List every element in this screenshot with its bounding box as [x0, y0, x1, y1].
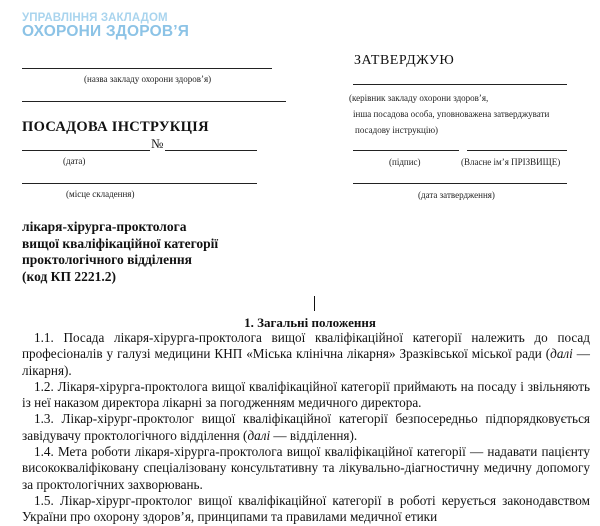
text-cursor: [314, 296, 315, 311]
number-sign: №: [151, 136, 164, 151]
position-line-1: лікаря-хірурга-проктолога: [22, 219, 187, 234]
approval-date-line: [353, 183, 567, 184]
paragraph-1-4: 1.4. Мета роботи лікаря-хірурга-проктолога вищої кваліфікаційної категорії — надавати пацієнту висококваліфіковану спеціалізовану консультативну та лікувально-діагностичну медичну допомогу за проктологічних захворювань.: [22, 444, 590, 492]
institution-caption: (назва закладу охорони здоров’я): [84, 74, 212, 84]
position-line-2: вищої кваліфікаційної категорії: [22, 235, 219, 251]
signature-line: [353, 150, 459, 151]
position-line-3: проктологічного відділення: [22, 252, 192, 267]
number-line: [165, 150, 257, 151]
name-line: [467, 150, 567, 151]
section-heading: 1. Загальні положення: [244, 315, 376, 330]
logo-line-1: УПРАВЛІННЯ ЗАКЛАДОМ: [22, 12, 168, 24]
place-caption: (місце складення): [66, 189, 135, 199]
approver-line: [353, 84, 567, 85]
institution-name-line-2: [22, 101, 286, 102]
name-caption: (Власне ім’я ПРІЗВИЩЕ): [461, 157, 561, 167]
position-title: [22, 219, 218, 285]
approval-title: ЗАТВЕРДЖУЮ: [354, 53, 455, 68]
document-title: ПОСАДОВА ІНСТРУКЦІЯ: [22, 119, 209, 135]
position-code: (код КП 2221.2): [22, 268, 116, 284]
approver-caption-2: інша посадова особа, уповноважена затверджувати: [353, 109, 550, 119]
paragraph-1-1: 1.1. Посада лікаря-хірурга-проктолога вищої кваліфікаційної категорії належить до посад професіоналів у галузі медицини КНП «Міська клінічна лікарня» Зразківської міської ради (далі — лікарня).: [22, 330, 590, 378]
paragraph-1-2: 1.2. Лікаря-хірурга-проктолога вищої кваліфікаційної категорії приймають на посаду і звільняють із неї наказом директора лікарні за погодженням медичного директора.: [22, 378, 590, 411]
approval-date-caption: (дата затвердження): [418, 190, 495, 200]
signature-caption: (підпис): [389, 157, 421, 167]
date-caption: (дата): [63, 156, 86, 166]
date-line: [22, 150, 150, 151]
logo-line-2: ОХОРОНИ ЗДОРОВ’Я: [22, 23, 190, 40]
approver-caption-3: посадову інструкцію): [355, 125, 439, 135]
paragraph-1-5: 1.5. Лікар-хірург-проктолог вищої кваліфікаційної категорії в роботі керується законодавством України про охорону здоров’я, принципами та правилами медичної етики: [22, 492, 590, 525]
paragraph-1-3: 1.3. Лікар-хірург-проктолог вищої кваліфікаційної категорії безпосередньо підпорядковується завідувачу проктологічного відділення (далі — відділення).: [22, 411, 590, 443]
section-body: [22, 330, 590, 526]
institution-name-line: [22, 68, 272, 69]
place-line: [22, 183, 257, 184]
approver-caption-1: (керівник закладу охорони здоров’я,: [349, 93, 489, 103]
